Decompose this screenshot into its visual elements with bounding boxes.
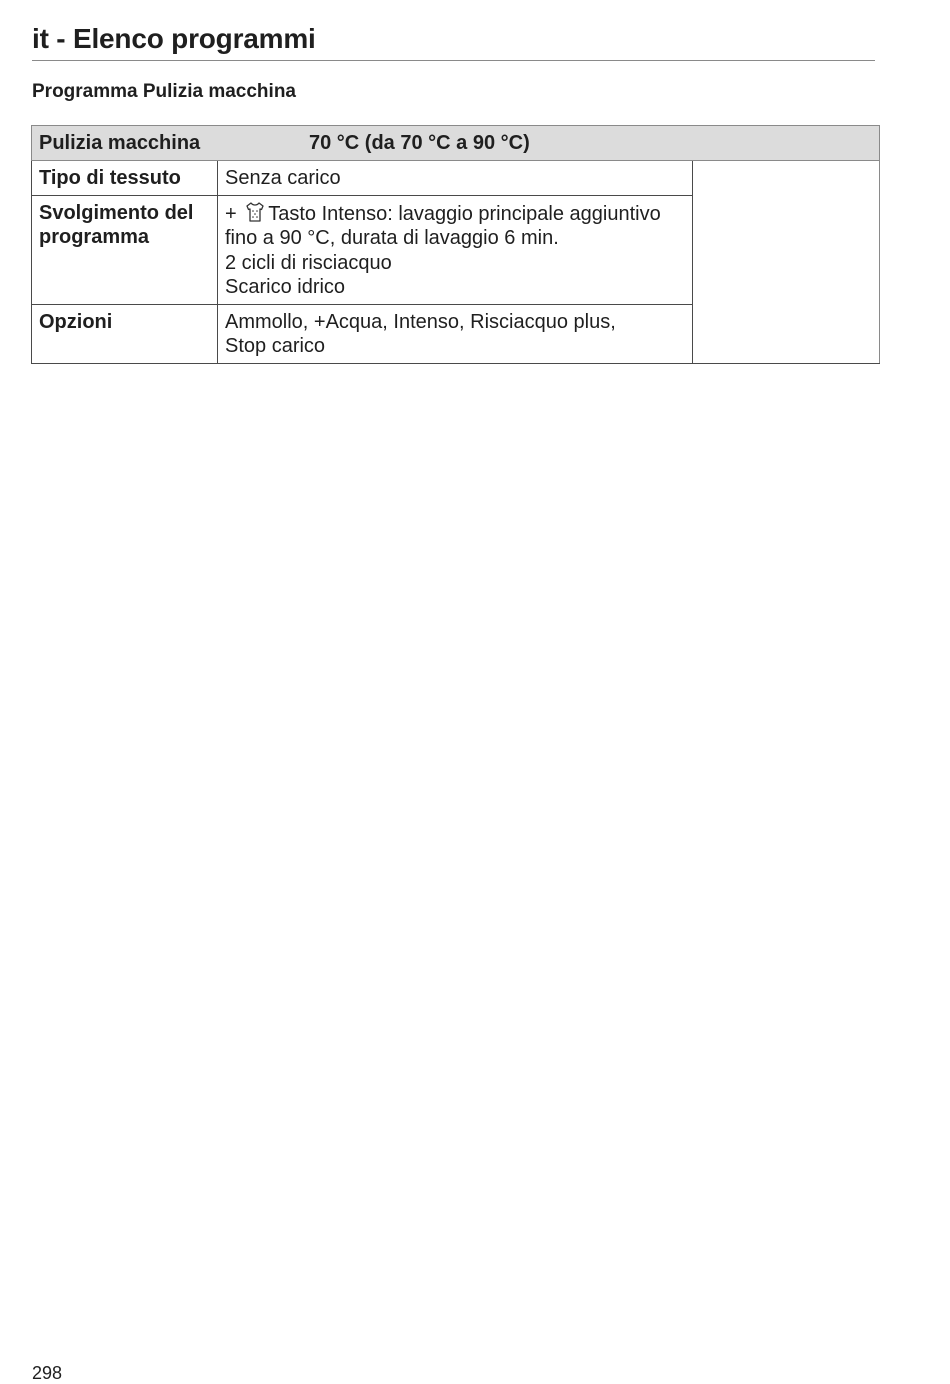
value-line: 2 cicli di risciacquo — [225, 251, 392, 274]
page-title: it - Elenco programmi — [32, 23, 316, 54]
row-value-options — [218, 304, 693, 363]
shirt-icon — [244, 201, 266, 223]
row-label-options: Opzioni — [32, 304, 218, 363]
page-number: 298 — [32, 1363, 63, 1383]
program-table — [31, 125, 880, 364]
value-line: Scarico idrico — [225, 276, 346, 298]
value-line: Senza carico — [225, 167, 341, 189]
row-value-program-sequence — [218, 195, 693, 304]
value-line-text: Tasto Intenso: lavaggio principale aggiuntivo — [268, 202, 661, 225]
value-line: Stop carico — [225, 335, 326, 357]
program-temperature: 70 °C (da 70 °C a 90 °C) — [309, 132, 530, 154]
value-line — [225, 201, 686, 227]
plus-prefix: + — [225, 202, 237, 225]
table-row — [32, 161, 880, 196]
value-line: Ammollo, +Acqua, Intenso, Risciacquo plus, — [225, 310, 616, 333]
value-line: fino a 90 °C, durata di lavaggio 6 min. — [225, 227, 559, 249]
row-label-fabric-type: Tipo di tessuto — [32, 161, 218, 196]
empty-column-cell — [693, 161, 880, 364]
row-value-fabric-type — [218, 161, 693, 196]
row-label-program-sequence: Svolgimento del programma — [32, 195, 218, 304]
table-header-cell — [32, 126, 880, 161]
page-header — [32, 20, 875, 61]
program-name: Pulizia macchina — [39, 132, 201, 154]
table-header-row — [32, 126, 880, 161]
section-title: Programma Pulizia macchina — [32, 81, 296, 102]
